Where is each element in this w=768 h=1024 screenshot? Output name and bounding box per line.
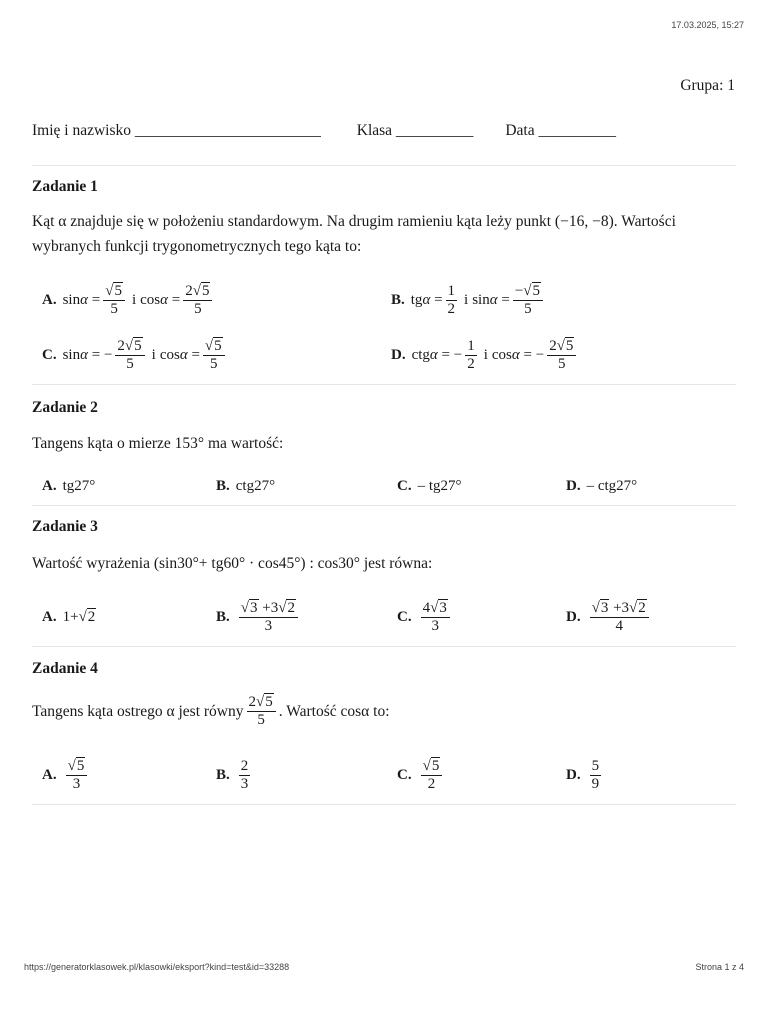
task-1-option-a: A. sinα = √ $\frac{5}{5}$ i cosα = $\frac{2√ 5}{5}$ (42, 283, 215, 318)
option-value: tg27° (62, 478, 96, 494)
task-1-text: Kąt α znajduje się w położeniu standardowym. Na drugim ramieniu kąta leży punkt (−16, −8). Wartości wybranych funkcji trygonometrycznych tego kąta to: (32, 213, 676, 255)
divider (32, 165, 736, 166)
option-letter: B. (216, 609, 230, 625)
task-1-option-b: B. tgα = $\frac{1}{2}$ i sinα = $\frac{-√ 5}{5}$ (391, 283, 546, 318)
print-datetime: 17.03.2025, 15:27 (671, 20, 744, 30)
option-letter: C. (397, 478, 412, 494)
name-field-label: Imię i nazwisko ________________________ (32, 122, 321, 139)
task-4-option-d: D. $\frac{5}{9}$ (566, 758, 600, 792)
option-letter: B. (216, 767, 230, 783)
footer-page-number: Strona 1 z 4 (695, 962, 744, 972)
task-3-option-b: B. √ $\frac{3 +3√ 2}{3}$ (216, 600, 301, 635)
task-2-text: Tangens kąta o mierze 153° ma wartość: (32, 435, 284, 452)
option-value: – ctg27° (586, 478, 638, 494)
task-4-title: Zadanie 4 (32, 660, 98, 677)
option-value: ctg27° (235, 478, 276, 494)
option-letter: C. (42, 347, 57, 363)
option-letter: B. (391, 292, 405, 308)
option-letter: C. (397, 609, 412, 625)
task-1-option-c: C. sinα = − $\frac{2√ 5}{5}$ i cosα = √ $\frac{5}{5}$ (42, 338, 228, 373)
divider (32, 804, 736, 805)
task-3-option-c: C. $\frac{4√ 3}{3}$ (397, 600, 453, 635)
option-letter: A. (42, 292, 57, 308)
task-4-option-a: A. √ $\frac{5}{3}$ (42, 758, 90, 793)
task-4-text-end: . Wartość cosα to: (278, 703, 390, 720)
option-value: – tg27° (417, 478, 462, 494)
student-info-row (32, 122, 616, 140)
task-3-option-d: D. √ $\frac{3 +3√ 2}{4}$ (566, 600, 652, 635)
divider (32, 505, 736, 506)
date-field-label: Data __________ (505, 122, 616, 139)
footer-url: https://generatorklasowek.pl/klasowki/eksport?kind=test&id=33288 (24, 962, 290, 972)
divider (32, 384, 736, 385)
task-2-title: Zadanie 2 (32, 399, 98, 416)
task-2-option-b (216, 478, 275, 495)
option-letter: A. (42, 609, 57, 625)
option-letter: C. (397, 767, 412, 783)
divider (32, 646, 736, 647)
task-4-option-b: B. $\frac{2}{3}$ (216, 758, 249, 792)
option-letter: B. (216, 478, 230, 494)
task-1-option-d: D. ctgα = − $\frac{1}{2}$ i cosα = − $\frac{2√ 5}{5}$ (391, 338, 579, 373)
option-letter: A. (42, 767, 57, 783)
task-3-title: Zadanie 3 (32, 518, 98, 535)
class-field-label: Klasa __________ (356, 122, 474, 139)
group-label: Grupa: 1 (680, 77, 735, 94)
task-2-option-a (42, 478, 95, 495)
task-4-option-c: C. √ $\frac{5}{2}$ (397, 758, 445, 793)
option-letter: D. (566, 609, 581, 625)
task-1-title: Zadanie 1 (32, 178, 98, 195)
option-letter: D. (566, 478, 581, 494)
task-4-text: Tangens kąta ostrego α jest równy $\frac{2√ 5}{5}$ . Wartość cosα to: (32, 694, 738, 729)
option-letter: D. (566, 767, 581, 783)
task-3-option-a: A. 1+√ 2 (42, 609, 96, 626)
task-2-option-d (566, 478, 637, 495)
option-letter: D. (391, 347, 406, 363)
task-3-text: Wartość wyrażenia (sin30°+ tg60° · cos45°) : cos30° jest równa: (32, 555, 433, 572)
task-4-text-start: Tangens kąta ostrego α jest równy (32, 703, 244, 720)
task-2-option-c (397, 478, 462, 495)
option-letter: A. (42, 478, 57, 494)
